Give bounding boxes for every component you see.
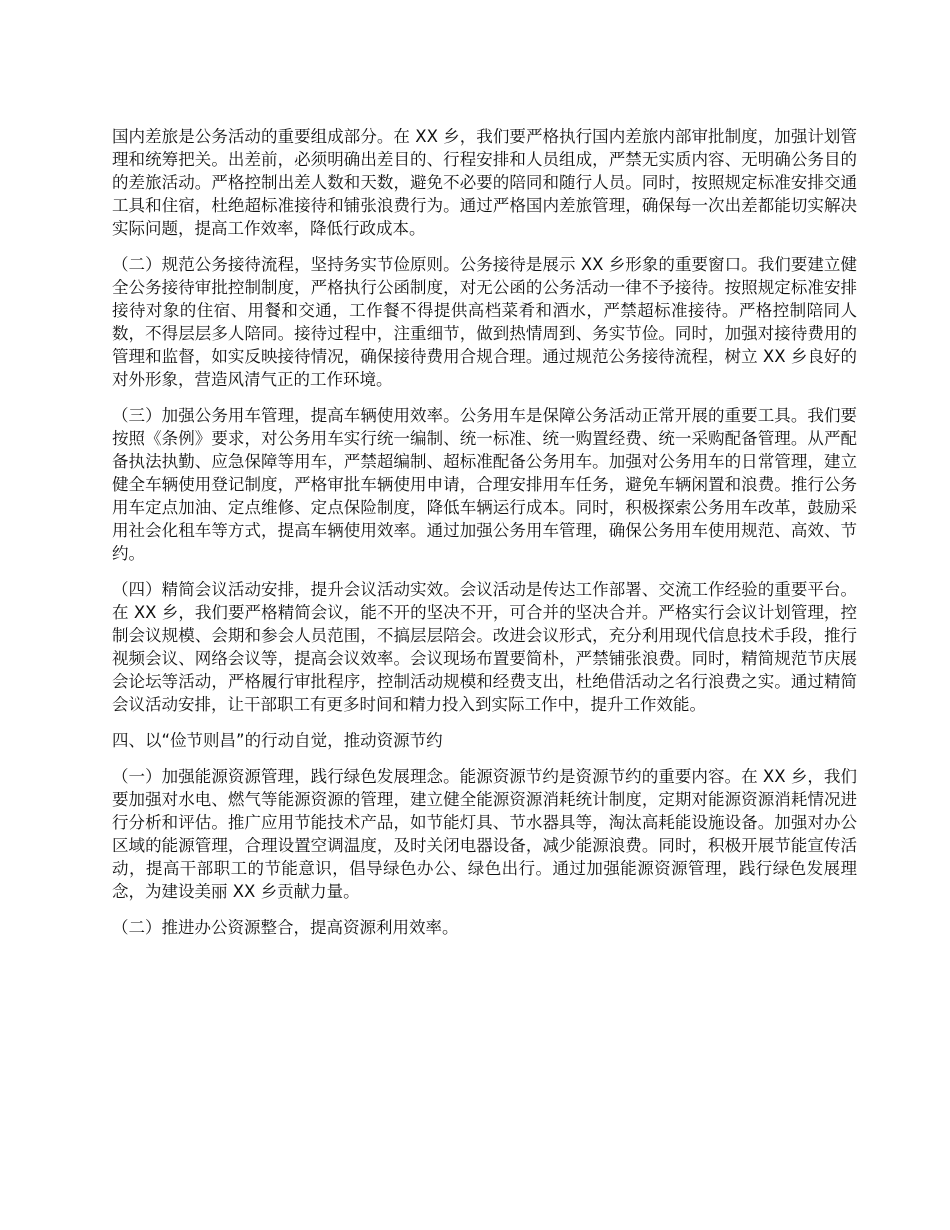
- section-heading-resource-saving: 四、以“俭节则昌”的行动自觉，推动资源节约: [112, 731, 443, 750]
- paragraph-official-vehicles: （三）加强公务用车管理，提高车辆使用效率。公务用车是保障公务活动正常开展的重要工具。我们要按照《条例》要求，对公务用车实行统一编制、统一标准、统一购置经费、统一采购配备管理。从严配备执法执勤、应急保障等用车，严禁超编制、超标准配备公务用车。加强对公务用车的日常管理，建立健全车辆使用登记制度，严格审批车辆使用申请，合理安排用车任务，避免车辆闲置和浪费。推行公务用车定点加油、定点维修、定点保险制度，降低车辆运行成本。同时，积极探索公务用车改革，鼓励采用社会化租车等方式，提高车辆使用效率。通过加强公务用车管理，确保公务用车使用规范、高效、节约。: [112, 406, 857, 563]
- paragraph-energy-management: （一）加强能源资源管理，践行绿色发展理念。能源资源节约是资源节约的重要内容。在 XX 乡，我们要加强对水电、燃气等能源资源的管理，建立健全能源资源消耗统计制度，定期对能源资源消耗情况进行分析和评估。推广应用节能技术产品，如节能灯具、节水器具等，淘汰高耗能设施设备。加强对办公区域的能源管理，合理设置空调温度，及时关闭电器设备，减少能源浪费。同时，积极开展节能宣传活动，提高干部职工的节能意识，倡导绿色办公、绿色出行。通过加强能源资源管理，践行绿色发展理念，为建设美丽 XX 乡贡献力量。: [112, 767, 857, 901]
- paragraph-official-reception: （二）规范公务接待流程，坚持务实节俭原则。公务接待是展示 XX 乡形象的重要窗口。我们要建立健全公务接待审批控制制度，严格执行公函制度，对无公函的公务活动一律不予接待。按照规定标准安排接待对象的住宿、用餐和交通，工作餐不得提供高档菜肴和酒水，严禁超标准接待。严格控制陪同人数，不得层层多人陪同。接待过程中，注重细节，做到热情周到、务实节俭。同时，加强对接待费用的管理和监督，如实反映接待情况，确保接待费用合规合理。通过规范公务接待流程，树立 XX 乡良好的对外形象，营造风清气正的工作环境。: [112, 255, 857, 389]
- paragraph-domestic-travel: 国内差旅是公务活动的重要组成部分。在 XX 乡，我们要严格执行国内差旅内部审批制度，加强计划管理和统筹把关。出差前，必须明确出差目的、行程安排和人员组成，严禁无实质内容、无明确公务目的的差旅活动。严格控制出差人数和天数，避免不必要的陪同和随行人员。同时，按照规定标准安排交通工具和住宿，杜绝超标准接待和铺张浪费行为。通过严格国内差旅管理，确保每一次出差都能切实解决实际问题，提高工作效率，降低行政成本。: [112, 127, 857, 238]
- document-page: [112, 125, 857, 952]
- paragraph-meetings: （四）精简会议活动安排，提升会议活动实效。会议活动是传达工作部署、交流工作经验的重要平台。在 XX 乡，我们要严格精简会议，能不开的坚决不开，可合并的坚决合并。严格实行会议计划管理，控制会议规模、会期和参会人员范围，不搞层层陪会。改进会议形式，充分利用现代信息技术手段，推行视频会议、网络会议等，提高会议效率。会议现场布置要简朴，严禁铺张浪费。同时，精简规范节庆展会论坛等活动，严格履行审批程序，控制活动规模和经费支出，杜绝借活动之名行浪费之实。通过精简会议活动安排，让干部职工有更多时间和精力投入到实际工作中，提升工作效能。: [112, 580, 857, 714]
- paragraph-office-resources: （二）推进办公资源整合，提高资源利用效率。: [112, 918, 459, 937]
